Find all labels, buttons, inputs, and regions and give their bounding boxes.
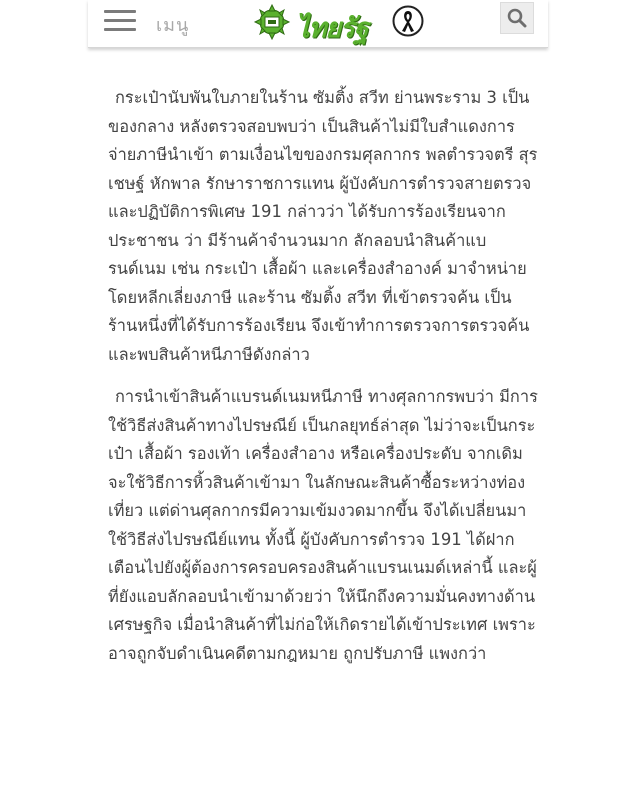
hamburger-menu-icon[interactable] bbox=[104, 8, 138, 34]
search-icon bbox=[507, 8, 527, 28]
menu-label[interactable]: เมนู bbox=[156, 15, 190, 36]
black-ribbon-icon bbox=[392, 5, 424, 37]
logo-wordmark: ไทยรัฐ bbox=[296, 13, 368, 44]
article-paragraph: การนำเข้าสินค้าแบรนด์เนมหนีภาษี ทางศุลกากรพบว่า มีการใช้วิธีส่งสินค้าทางไปรษณีย์ เป็นกลยุทธ์ล่าสุด ไม่ว่าจะเป็นกระเป๋า เสื้อผ้า รองเท้า เครื่องสำอาง หรือเครื่องประดับ จากเดิมจะใช้วิธีการหิ้วสินค้าเข้ามา ในลักษณะสินค้าซื้อระหว่างท่องเที่ยว แต่ด่านศุลกากรมีความเข้มงวดมากขึ้น จึงได้เปลี่ยนมาใช้วิธีส่งไปรษณีย์แทน ทั้งนี้ ผู้บังคับการตำรวจ 191 ได้ฝากเตือนไปยังผู้ต้องการครอบครองสินค้าแบรนเนมด์เหล่านี้ และผู้ที่ยังแอบลักลอบนำเข้ามาด้วยว่า ให้นึกถึงความมั่นคงทางด้านเศรษฐกิจ เมื่อนำสินค้าที่ไม่ก่อให้เกิดรายได้เข้าประเทศ เพราะอาจถูกจับดำเนินคดีตามกฎหมาย ถูกปรับภาษี แพงกว่า bbox=[108, 387, 538, 663]
article-body bbox=[108, 84, 538, 682]
article-paragraph: กระเป๋านับพันใบภายในร้าน ซัมติ้ง สวีท ย่านพระราม 3 เป็นของกลาง หลังตรวจสอบพบว่า เป็นสินค้าไม่มีใบสำแดงการจ่ายภาษีนำเข้า ตามเงื่อนไขของกรมศุลกากร พลตำรวจตรี สุรเชษฐ์ หักพาล รักษาราชการแทน ผู้บังคับการตำรวจสายตรวจและปฏิบัติการพิเศษ 191 กล่าวว่า ได้รับการร้องเรียนจากประชาชน ว่า มีร้านค้าจำนวนมาก ลักลอบนำสินค้าแบรนด์เนม เช่น กระเป๋า เสื้อผ้า และเครื่องสำอางค์ มาจำหน่ายโดยหลีกเลี่ยงภาษี และร้าน ซัมติ้ง สวีท ที่เข้าตรวจค้น เป็นร้านหนึ่งที่ได้รับการร้องเรียน จึงเข้าทำการตรวจการตรวจค้นและพบสินค้าหนีภาษีดังกล่าว bbox=[108, 88, 538, 364]
thairath-emblem-icon bbox=[252, 4, 292, 40]
site-logo[interactable] bbox=[252, 4, 388, 44]
search-button[interactable] bbox=[500, 2, 534, 34]
top-header bbox=[88, 0, 548, 48]
